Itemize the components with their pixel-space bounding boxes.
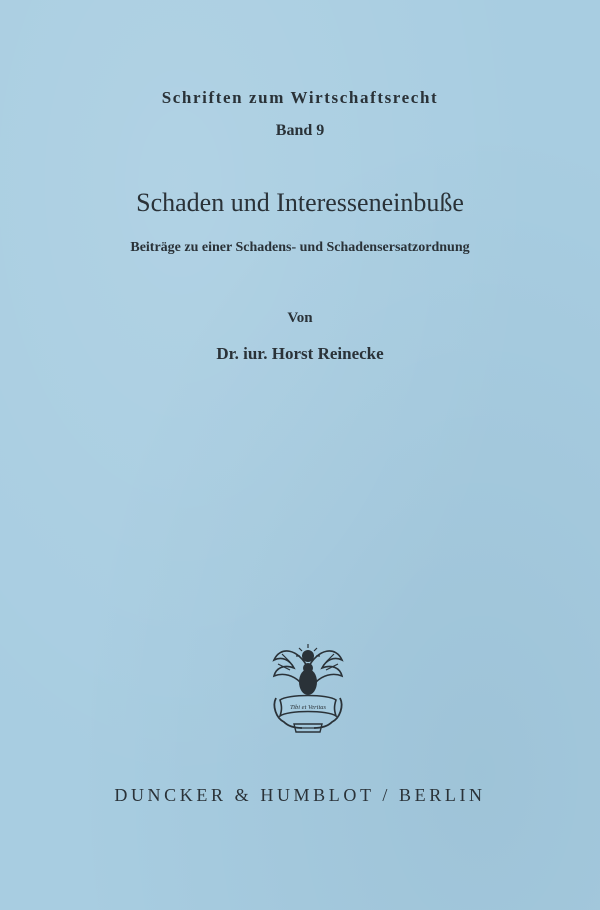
author-name: Dr. iur. Horst Reinecke <box>216 344 384 363</box>
book-title: Schaden und Interesseneinbuße <box>136 188 464 217</box>
by-label: Von <box>287 310 313 326</box>
volume-number: Band 9 <box>275 122 325 139</box>
publisher-imprint: DUNCKER & HUMBLOT / BERLIN <box>114 785 486 805</box>
series-title: Schriften zum Wirtschaftsrecht <box>161 88 439 107</box>
publisher-logo-icon <box>268 638 348 736</box>
book-subtitle: Beiträge zu einer Schadens- und Schadensersatzordnung <box>130 240 470 255</box>
logo-motto: Tibi et Veritas <box>289 704 327 711</box>
